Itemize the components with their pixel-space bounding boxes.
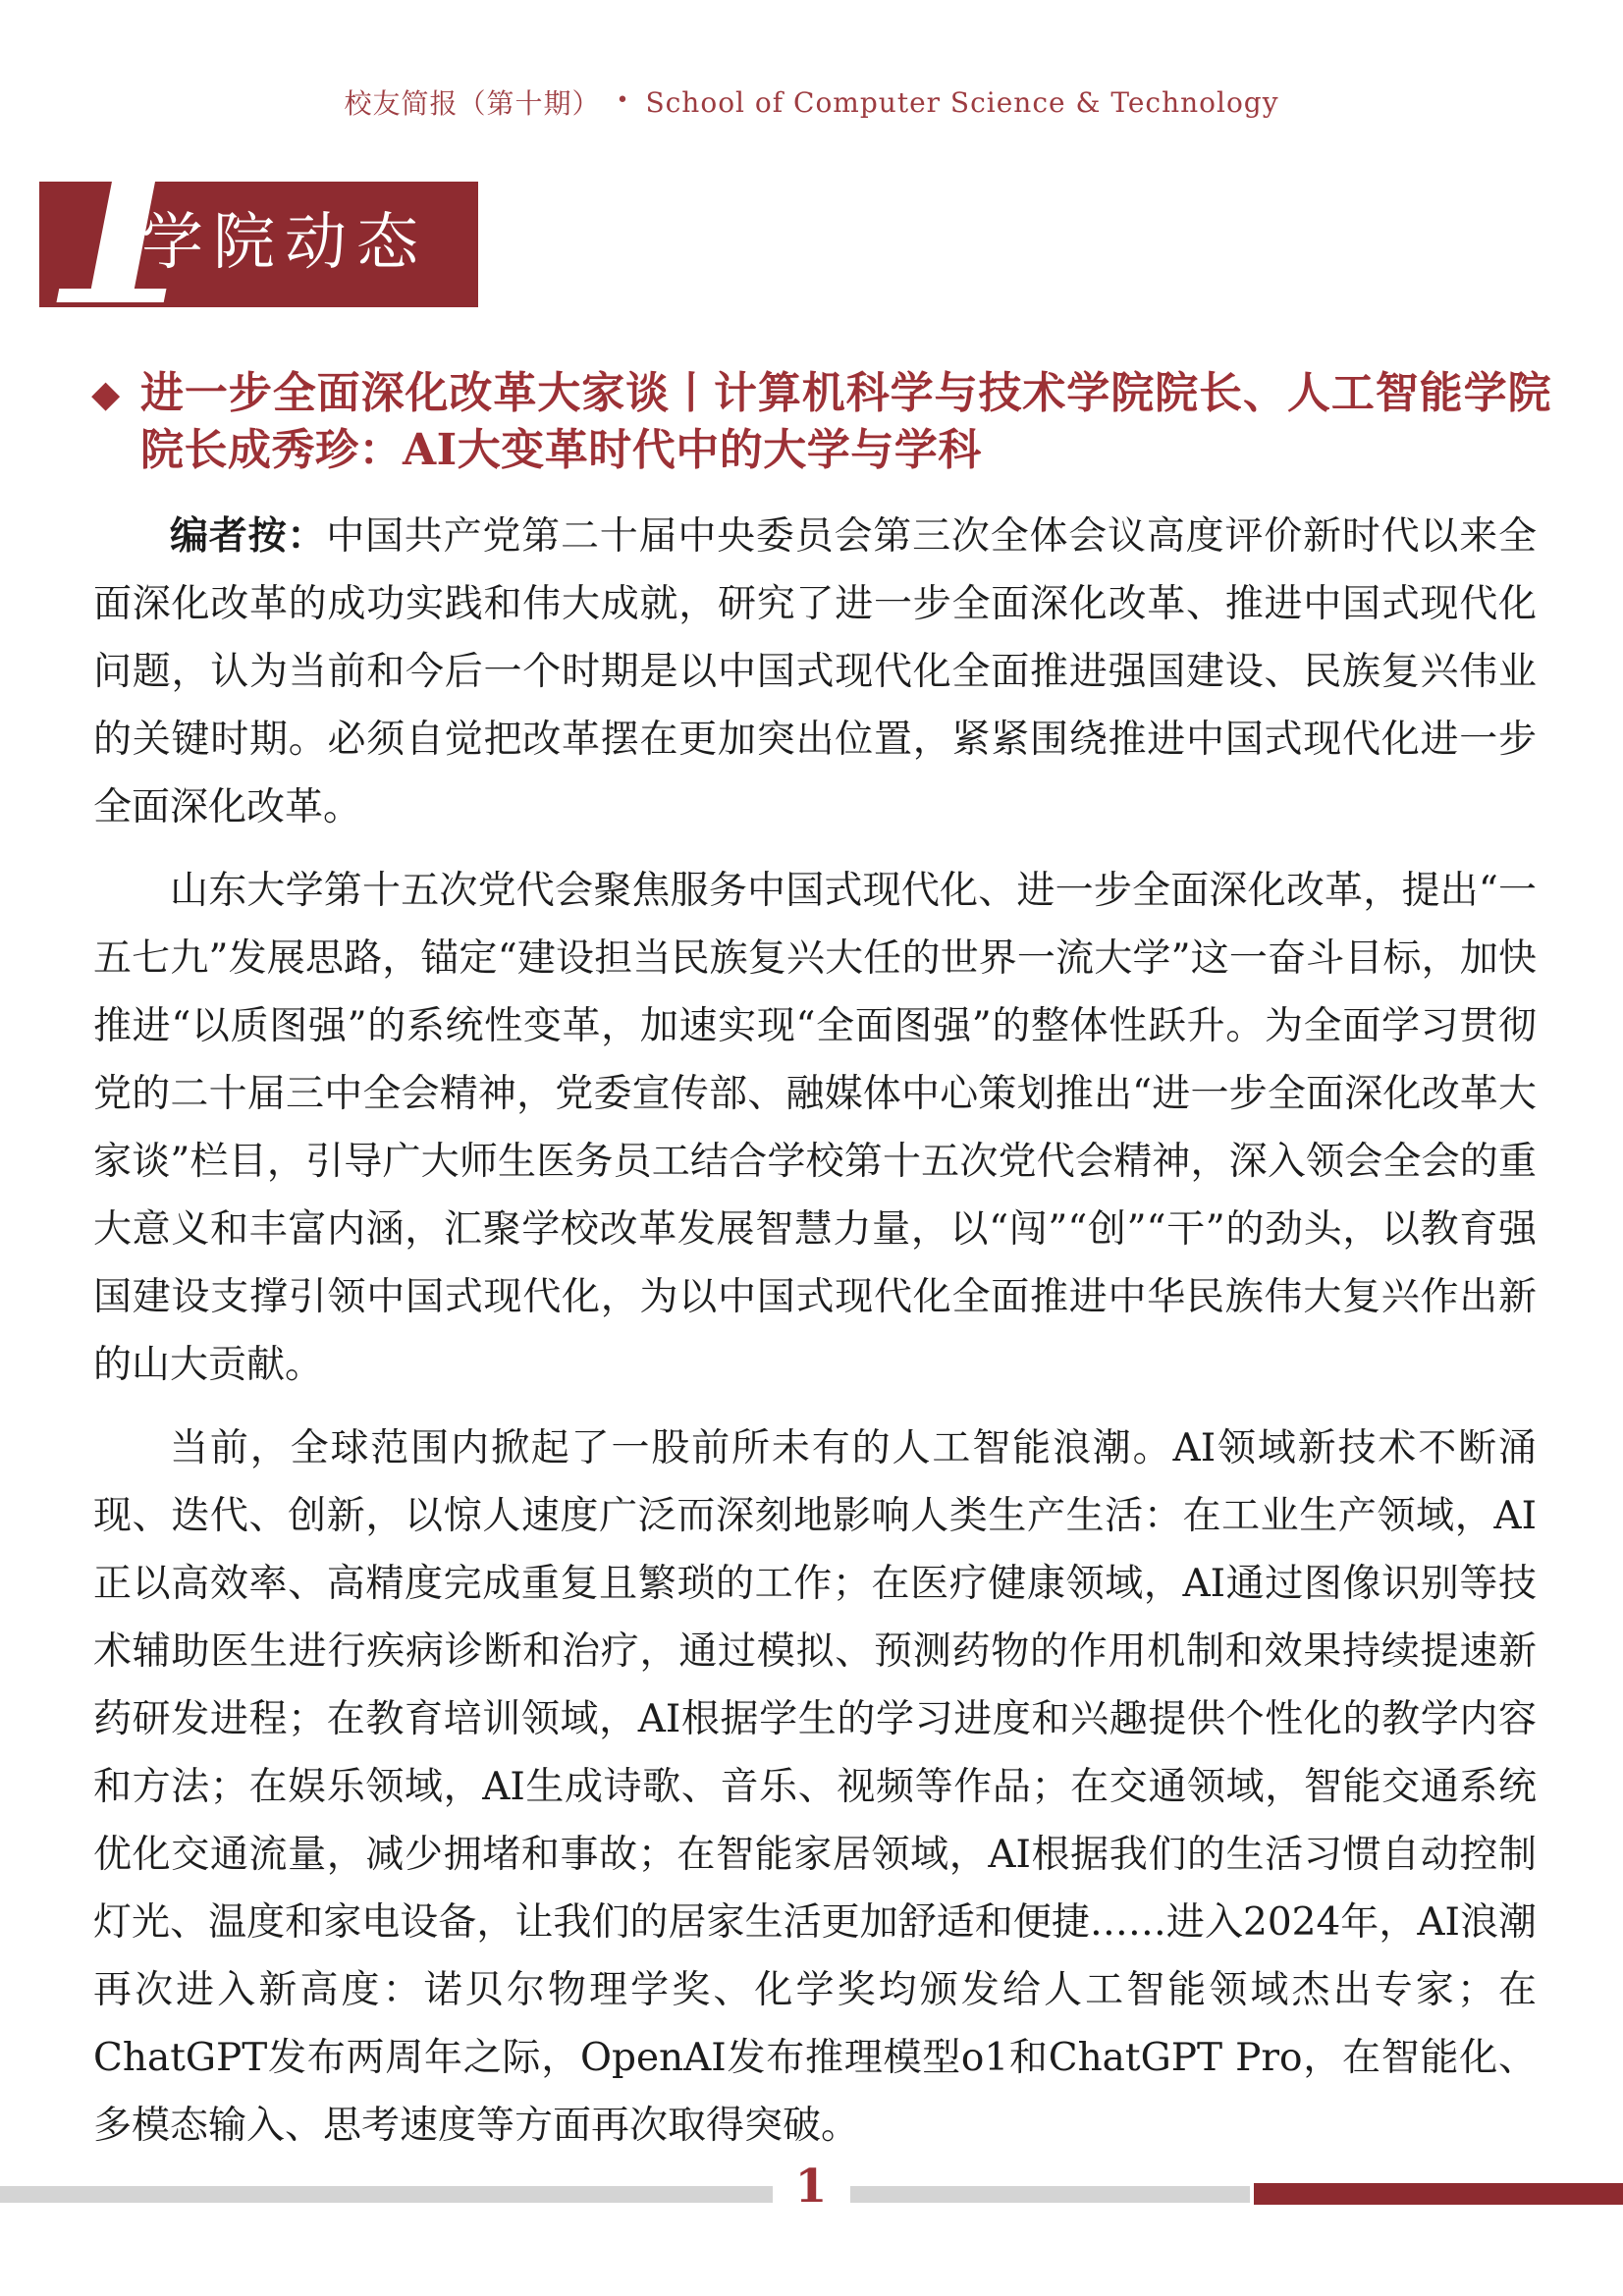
diamond-bullet-icon: ◆ [91,371,121,415]
section-number: 1 [41,84,204,358]
article-headline [91,365,1551,479]
footer-bar-right [850,2186,1250,2203]
paragraph-editor-note [93,503,1537,841]
page-header [0,82,1623,122]
article-body [93,503,1537,2175]
paragraph-text: 中国共产党第二十届中央委员会第三次全体会议高度评价新时代以来全面深化改革的成功实践和伟大成就，研究了进一步全面深化改革、推进中国式现代化问题，认为当前和今后一个时期是以中国式现代化全面推进强国建设、民族复兴伟业的关键时期。必须自觉把改革摆在更加突出位置，紧紧围绕推进中国式现代化进一步全面深化改革。 [93,514,1537,829]
article-headline-text: 进一步全面深化改革大家谈丨计算机科学与技术学院院长、人工智能学院院长成秀珍：AI大变革时代中的大学与学科 [140,368,1551,475]
header-bullet-icon: • [616,87,630,113]
header-title-cn: 校友简报（第十期） [344,87,601,120]
footer-bar-accent [1254,2183,1623,2205]
footer-bar-left [0,2186,773,2203]
page-number: 1 [794,2160,828,2214]
paragraph-ai-wave: 当前，全球范围内掀起了一股前所未有的人工智能浪潮。AI领域新技术不断涌现、迭代、创新，以惊人速度广泛而深刻地影响人类生产生活：在工业生产领域，AI正以高效率、高精度完成重复且繁琐的工作；在医疗健康领域，AI通过图像识别等技术辅助医生进行疾病诊断和治疗，通过模拟、预测药物的作用机制和效果持续提速新药研发进程；在教育培训领域，AI根据学生的学习进度和兴趣提供个性化的教学内容和方法；在娱乐领域，AI生成诗歌、音乐、视频等作品；在交通领域，智能交通系统优化交通流量，减少拥堵和事故；在智能家居领域，AI根据我们的生活习惯自动控制灯光、温度和家电设备，让我们的居家生活更加舒适和便捷……进入2024年，AI浪潮再次进入新高度：诺贝尔物理学奖、化学奖均颁发给人工智能领域杰出专家；在ChatGPT发布两周年之际，OpenAI发布推理模型o1和ChatGPT Pro，在智能化、多模态输入、思考速度等方面再次取得突破。 [93,1426,1537,2148]
editor-note-label: 编者按： [170,513,327,559]
paragraph-sdu-congress: 山东大学第十五次党代会聚焦服务中国式现代化、进一步全面深化改革，提出“一五七九”发展思路，锚定“建设担当民族复兴大任的世界一流大学”这一奋斗目标，加快推进“以质图强”的系统性变革，加速实现“全面图强”的整体性跃升。为全面学习贯彻党的二十届三中全会精神，党委宣传部、融媒体中心策划推出“进一步全面深化改革大家谈”栏目，引导广大师生医务员工结合学校第十五次党代会精神，深入领会全会的重大意义和丰富内涵，汇聚学校改革发展智慧力量，以“闯”“创”“干”的劲头，以教育强国建设支撑引领中国式现代化，为以中国式现代化全面推进中华民族伟大复兴作出新的山大贡献。 [93,869,1537,1387]
section-title: 学院动态 [141,206,428,278]
header-title-en: School of Computer Science & Technology [645,85,1279,119]
